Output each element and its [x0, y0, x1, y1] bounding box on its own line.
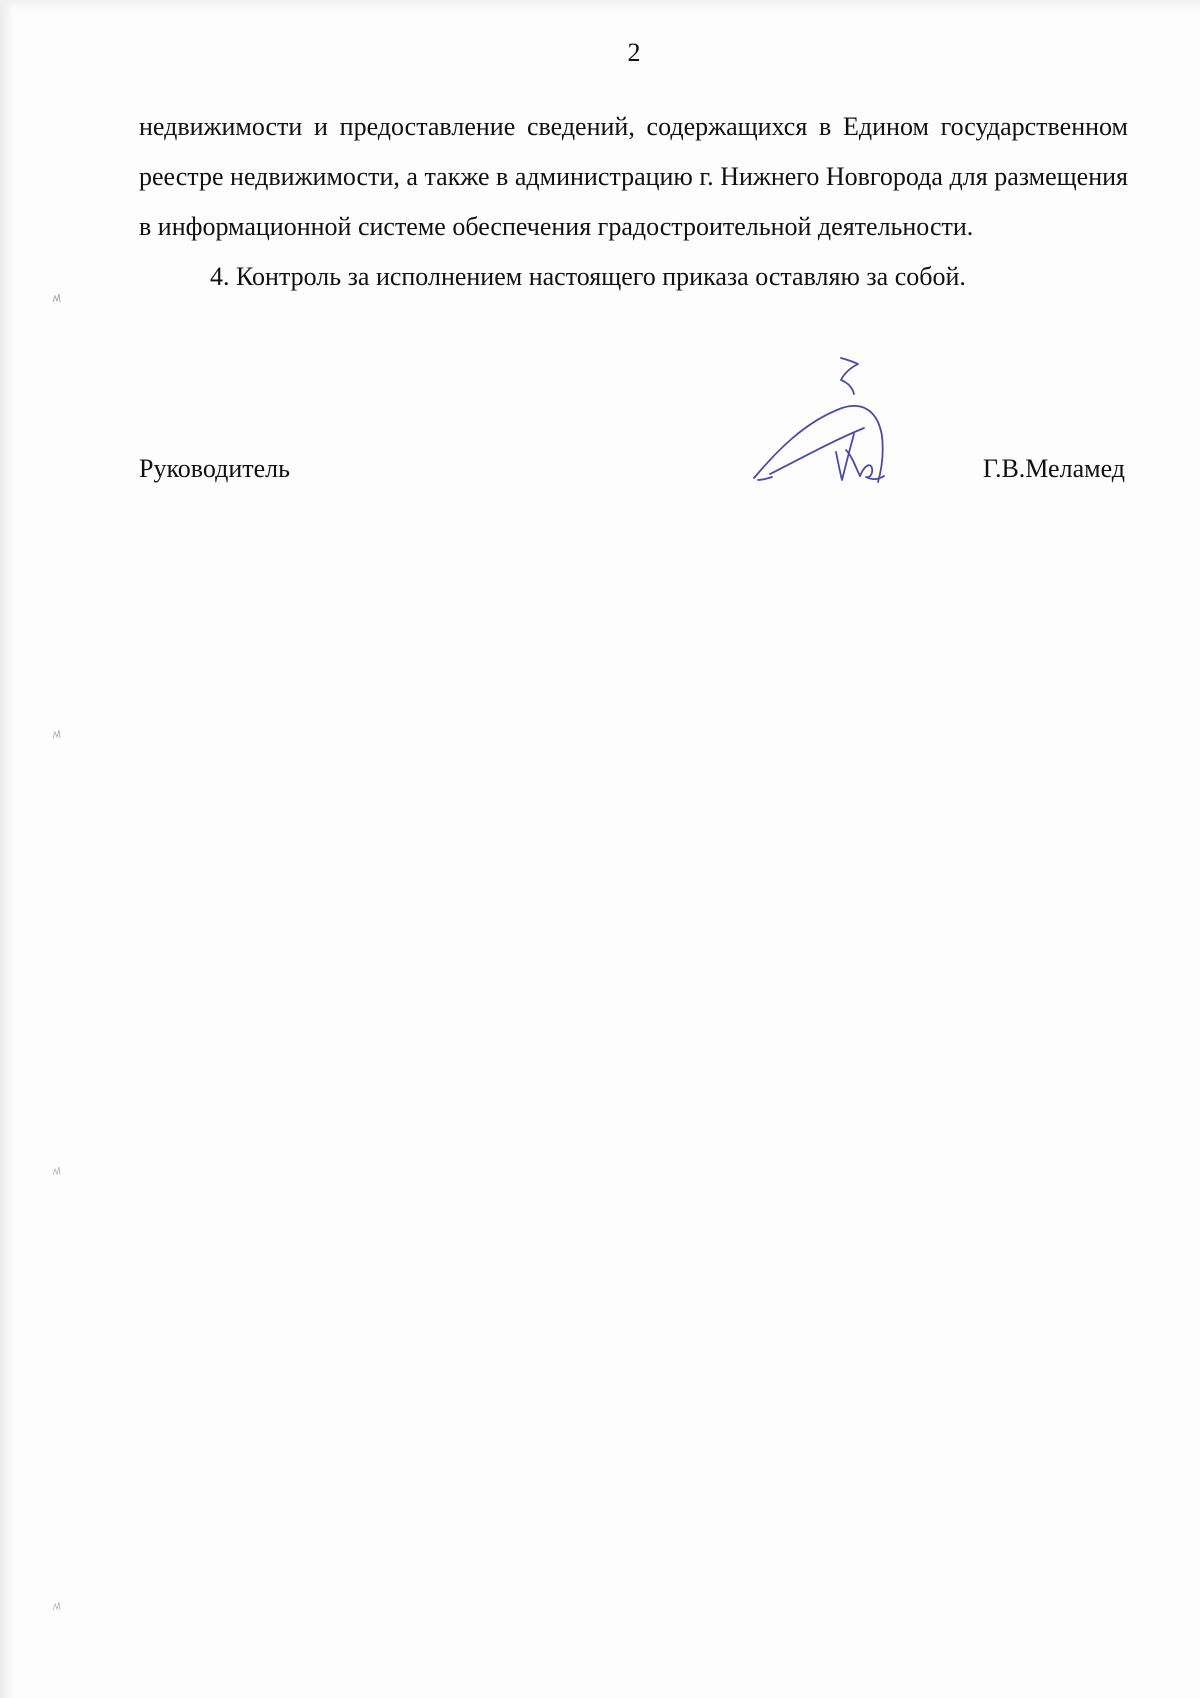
- paragraph-item-4: 4. Контроль за исполнением настоящего приказа оставляю за собой.: [210, 262, 966, 291]
- paragraph-continuation: недвижимости и предоставление сведений, содержащихся в Едином государственном реестре недвижимости, а также в администрацию г. Нижнего Новгорода для размещения в информационной системе обеспечения градостроительной деятельности.: [139, 112, 1128, 241]
- scan-mark: [52, 728, 62, 740]
- signatory-role: Руководитель: [139, 454, 290, 483]
- page-number: 2: [627, 38, 641, 67]
- handwritten-signature: [746, 356, 896, 488]
- document-body: [139, 102, 1128, 302]
- scan-edge-left: [0, 0, 14, 1698]
- scan-mark: [52, 292, 62, 304]
- signatory-name: Г.В.Меламед: [982, 454, 1125, 483]
- scan-mark: [52, 1600, 62, 1612]
- scan-mark: [52, 1165, 62, 1177]
- scan-edge-top: [0, 0, 1200, 10]
